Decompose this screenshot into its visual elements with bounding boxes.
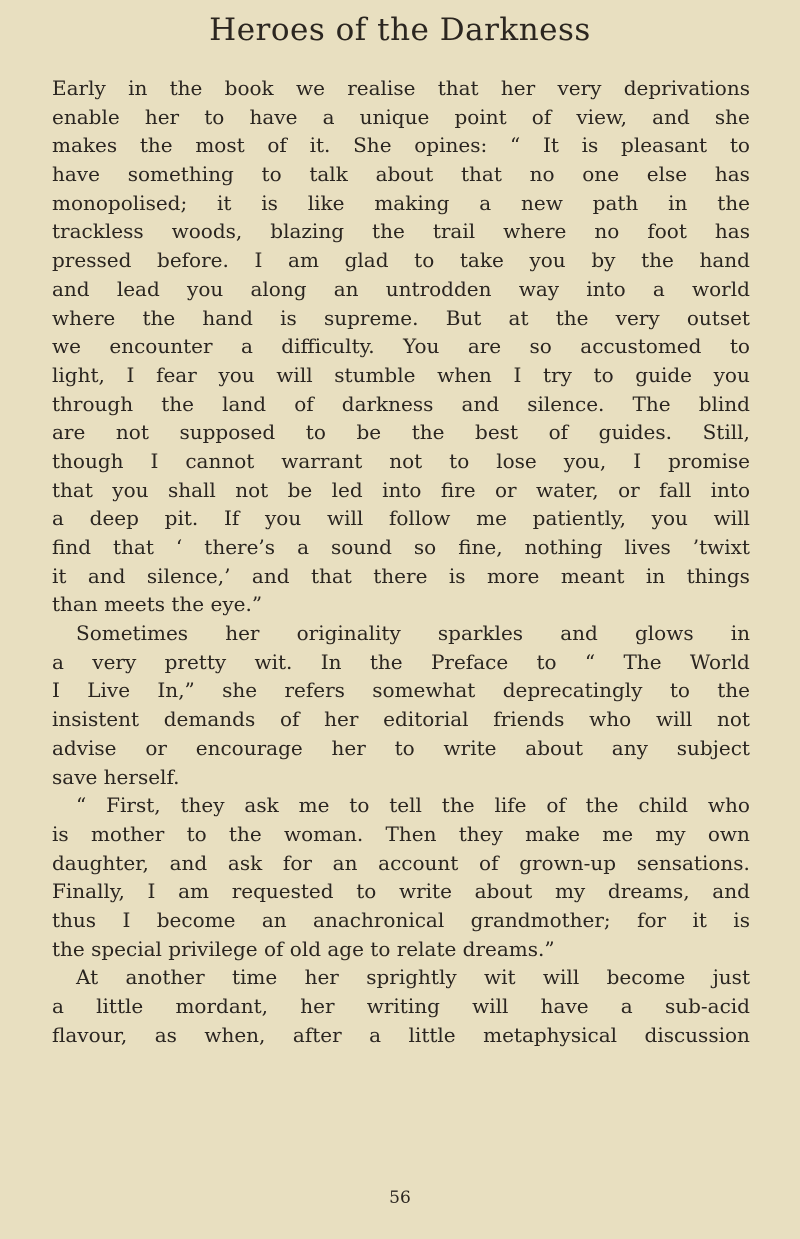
text-line: monopolised; it is like making a new path in the bbox=[52, 190, 750, 215]
text-line: the special privilege of old age to relate dreams.” bbox=[52, 936, 555, 961]
running-head: Heroes of the Darkness bbox=[209, 12, 591, 48]
body-text bbox=[52, 74, 750, 1049]
text-line: enable her to have a unique point of view, and she bbox=[52, 104, 750, 129]
text-line: is mother to the woman. Then they make me my own bbox=[52, 821, 750, 846]
text-line: save herself. bbox=[52, 764, 180, 789]
text-line: where the hand is supreme. But at the very outset bbox=[52, 305, 750, 330]
text-line: pressed before. I am glad to take you by the hand bbox=[52, 248, 750, 273]
text-line: through the land of darkness and silence. The blind bbox=[52, 391, 750, 416]
text-line: makes the most of it. She opines: “ It is pleasant to bbox=[52, 133, 750, 158]
text-line: than meets the eye.” bbox=[52, 592, 263, 617]
text-line: a deep pit. If you will follow me patiently, you will bbox=[52, 506, 750, 531]
text-line: thus I become an anachronical grandmother; for it is bbox=[52, 907, 750, 932]
text-line: advise or encourage her to write about any subject bbox=[52, 735, 750, 760]
text-line: Sometimes her originality sparkles and glows in bbox=[76, 621, 750, 646]
text-line: we encounter a difficulty. You are so accustomed to bbox=[52, 334, 750, 359]
text-line: that you shall not be led into fire or water, or fall into bbox=[52, 477, 750, 502]
text-line: though I cannot warrant not to lose you, I promise bbox=[52, 448, 750, 473]
text-line: daughter, and ask for an account of grown-up sensations. bbox=[52, 850, 750, 875]
text-line: insistent demands of her editorial friends who will not bbox=[52, 707, 750, 732]
text-line: and lead you along an untrodden way into a world bbox=[52, 276, 750, 301]
text-line: Early in the book we realise that her very deprivations bbox=[52, 76, 750, 100]
text-line: trackless woods, blazing the trail where no foot has bbox=[52, 219, 750, 244]
text-line: it and silence,’ and that there is more meant in things bbox=[52, 563, 750, 588]
page-number: 56 bbox=[389, 1188, 411, 1208]
text-line: At another time her sprightly wit will become just bbox=[76, 965, 750, 990]
text-line: flavour, as when, after a little metaphysical discussion bbox=[52, 1022, 750, 1047]
text-line: I Live In,” she refers somewhat deprecatingly to the bbox=[52, 678, 750, 703]
text-line: find that ‘ there’s a sound so fine, nothing lives ’twixt bbox=[52, 535, 750, 559]
text-line: a very pretty wit. In the Preface to “ The World bbox=[52, 649, 750, 674]
text-line: light, I fear you will stumble when I try to guide you bbox=[52, 362, 750, 387]
text-line: a little mordant, her writing will have a sub-acid bbox=[52, 994, 750, 1018]
text-line: Finally, I am requested to write about my dreams, and bbox=[52, 879, 750, 904]
text-line: have something to talk about that no one else has bbox=[52, 162, 750, 187]
text-line: are not supposed to be the best of guides. Still, bbox=[52, 420, 750, 445]
text-line: “ First, they ask me to tell the life of the child who bbox=[76, 793, 750, 818]
